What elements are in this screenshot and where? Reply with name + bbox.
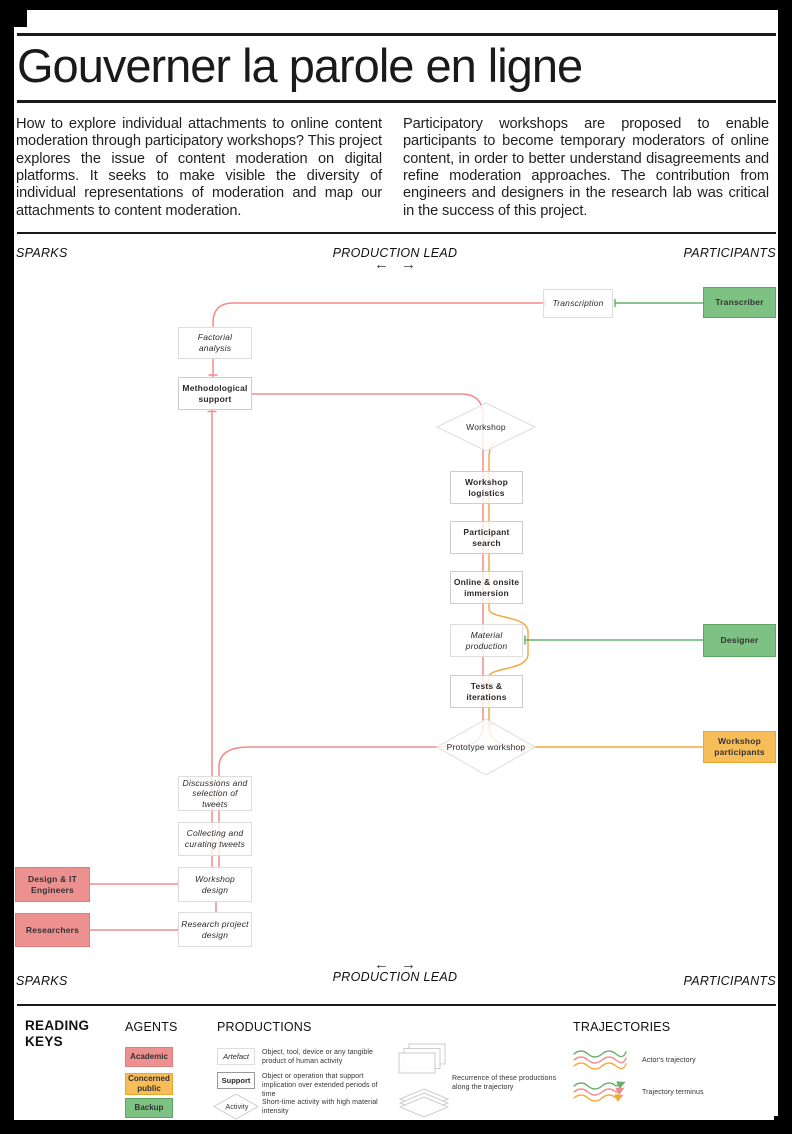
production-lead-label-bottom: PRODUCTION LEAD [332, 970, 458, 984]
node-research-project-design: Research project design [178, 912, 252, 947]
actor-trajectory-icon [573, 1048, 627, 1074]
spark-trajectory-lines [90, 300, 545, 935]
agent-researchers: Researchers [15, 913, 90, 947]
legend-support-box: Support [217, 1072, 255, 1089]
legend-activity-desc: Short-time activity with high material intensity [262, 1099, 378, 1116]
node-collecting-curating-tweets: Collecting and curating tweets [178, 822, 252, 856]
legend-artefact-box: Artefact [217, 1048, 255, 1065]
recurrence-diamond-stack-icon [398, 1088, 450, 1120]
poster-page [14, 10, 778, 1120]
arrow-right-icon: → [401, 956, 416, 973]
legend-chip-backup: Backup [125, 1098, 173, 1118]
axis-sparks-top: SPARKS [16, 246, 68, 260]
participant-green-lines [525, 300, 703, 645]
intro-right-column: Participatory workshops are proposed to enable participants to become temporary moderators of online content, in order to better understand disagreements and refine moderation approaches. The contribution from engineers and designers in the research lab was critical in the success of this project. [403, 116, 769, 219]
node-workshop: Workshop [466, 421, 506, 432]
trajectory-terminus-icon [573, 1078, 631, 1106]
node-prototype-workshop: Prototype workshop [446, 741, 526, 752]
node-discussions-selection-tweets: Discussions and selection of tweets [178, 776, 252, 811]
legend-recurrence-desc: Recurrence of these productions along the trajectory [452, 1075, 557, 1092]
axis-participants-top: PARTICIPANTS [683, 246, 776, 260]
corner-mark-top-left [8, 8, 27, 27]
reading-keys-title: READING KEYS [25, 1018, 90, 1050]
production-lead-arrows-bottom [295, 956, 495, 973]
agent-workshop-participants: Workshop participants [703, 731, 776, 763]
node-transcription: Transcription [543, 289, 613, 318]
legend-top-rule [17, 1004, 776, 1006]
legend-agents-heading: AGENTS [125, 1020, 178, 1034]
agent-design-it-engineers: Design & IT Engineers [15, 867, 90, 902]
node-workshop-logistics: Workshop logistics [450, 471, 523, 504]
node-online-onsite-immersion: Online & onsite immersion [450, 571, 523, 604]
legend-activity-label: Activity [225, 1103, 249, 1111]
agent-transcriber: Transcriber [703, 287, 776, 318]
arrow-right-icon: → [401, 256, 416, 273]
legend-trajectories-heading: TRAJECTORIES [573, 1020, 671, 1034]
corner-mark-bottom-right [774, 1116, 792, 1134]
legend-productions-heading: PRODUCTIONS [217, 1020, 312, 1034]
legend-trajectory-terminus-label: Trajectory terminus [642, 1089, 704, 1096]
node-tests-iterations: Tests & iterations [450, 675, 523, 708]
page-title: Gouverner la parole en ligne [17, 39, 583, 92]
recurrence-rect-stack-icon [398, 1043, 450, 1075]
legend-chip-academic: Academic [125, 1047, 173, 1067]
flow-lines-svg [14, 10, 778, 1120]
node-participant-search: Participant search [450, 521, 523, 554]
axis-participants-bottom: PARTICIPANTS [683, 974, 776, 988]
node-material-production: Material production [450, 624, 523, 657]
axis-production-lead-bottom [295, 956, 495, 984]
legend-support-desc: Object or operation that support implication over extended periods of time [262, 1073, 378, 1099]
axis-sparks-bottom: SPARKS [16, 974, 68, 988]
legend-artefact-desc: Object, tool, device or any tangible product of human activity [262, 1049, 373, 1066]
legend-chip-concerned-public: Concerned public [125, 1073, 173, 1095]
arrow-left-icon: ← [374, 256, 389, 273]
node-factorial-analysis: Factorial analysis [178, 327, 252, 359]
arrow-left-icon: ← [374, 956, 389, 973]
node-workshop-design: Workshop design [178, 867, 252, 902]
node-methodological-support: Methodological support [178, 377, 252, 410]
legend-actor-trajectory-label: Actor's trajectory [642, 1057, 696, 1064]
agent-designer: Designer [703, 624, 776, 657]
intro-left-column: How to explore individual attachments to online content moderation through participatory workshops? This project explores the issue of content moderation on digital platforms. It seeks to make visible the diversity of individual representations of moderation and map our attachments to content moderation. [16, 116, 382, 219]
production-lead-label: PRODUCTION LEAD [332, 246, 458, 260]
